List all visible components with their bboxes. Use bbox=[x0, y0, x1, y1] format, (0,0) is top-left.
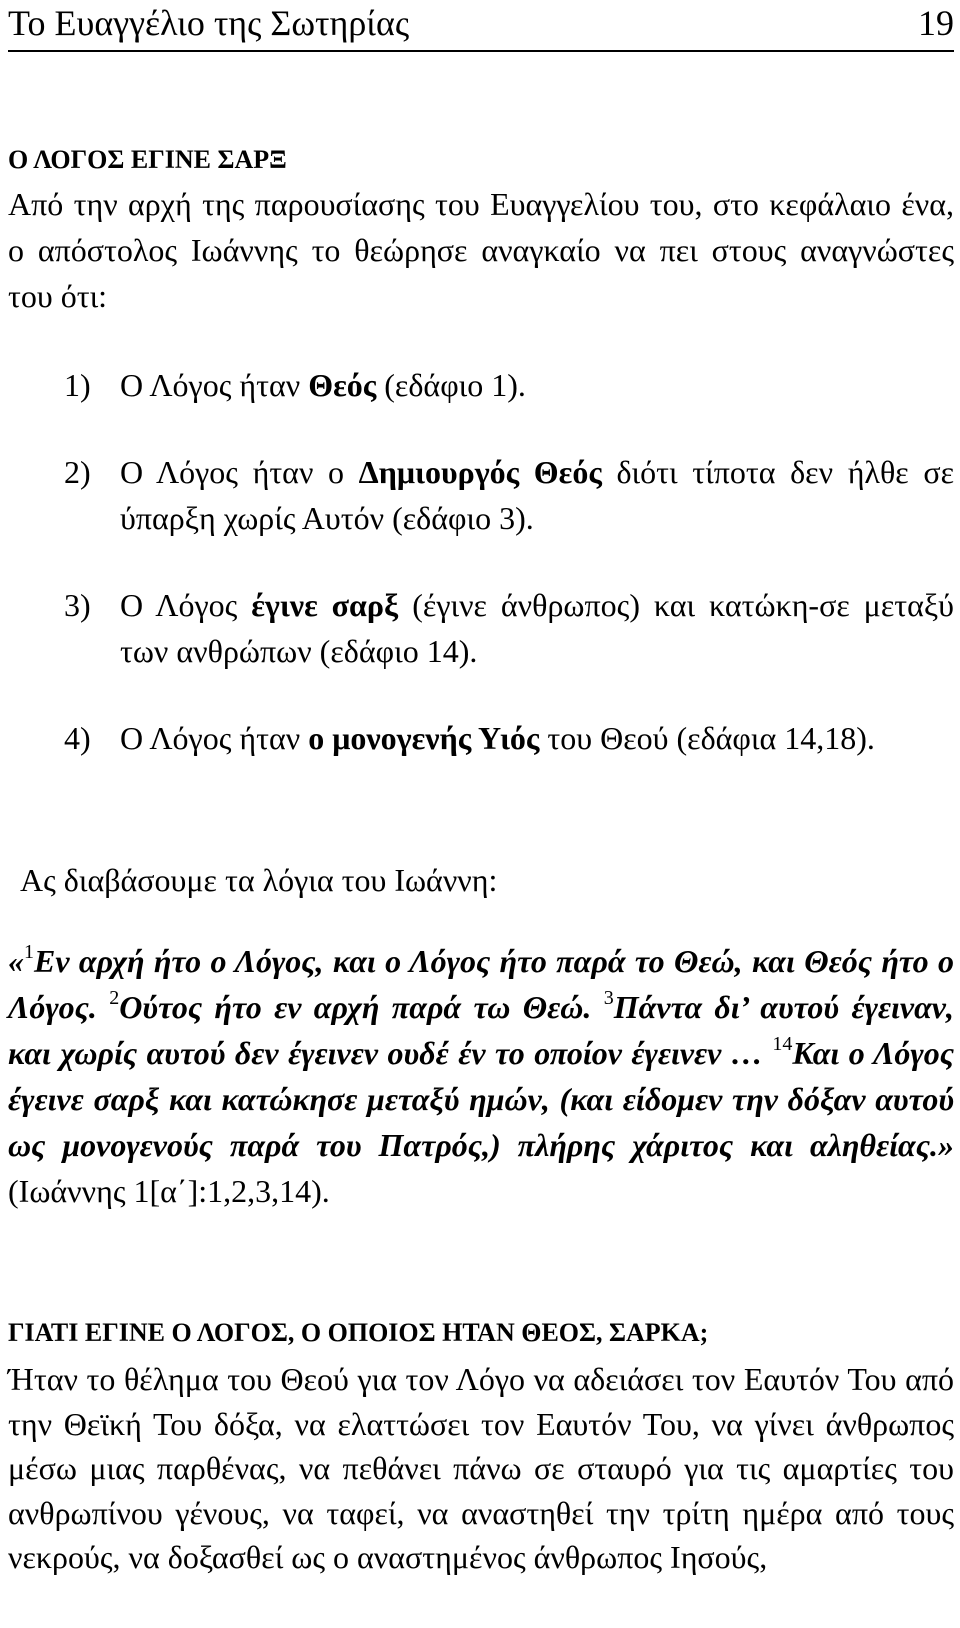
section-heading-logos: Ο ΛΟΓΟΣ ΕΓΙΝΕ ΣΑΡΞ bbox=[8, 145, 287, 174]
verse-number: 2 bbox=[109, 987, 120, 1009]
numbered-list bbox=[8, 362, 954, 761]
intro-paragraph: Από την αρχή της παρουσίασης του Ευαγγελίου του, στο κεφάλαιο ένα, ο απόστολος Ιωάννης το θεώρησε αναγκαίο να πει στους αναγνώστες του ότι: bbox=[8, 186, 954, 314]
list-item-text: διότι τίποτα δεν ήλθε σε ύπαρξη χωρίς Αυτόν (εδάφιο 3). bbox=[120, 454, 955, 536]
list-item-bold: Θεός bbox=[308, 367, 377, 403]
verse-text: Και ο Λόγος έγεινε σαρξ και κατώκησε μεταξύ ημών, (και είδομεν την δόξαν αυτού ως μονογενούς παρά του Πατρός,) πλήρης χάριτος και αληθείας.» bbox=[8, 1035, 954, 1163]
list-item-text: (έγινε άνθρωπος) και κατώκη-σε μεταξύ των ανθρώπων (εδάφιο 14). bbox=[120, 587, 955, 669]
list-item-bold: ο μονογενής Υιός bbox=[308, 720, 540, 756]
section-heading-why: ΓΙΑΤΙ ΕΓΙΝΕ Ο ΛΟΓΟΣ, Ο ΟΠΟΙΟΣ ΗΤΑΝ ΘΕΟΣ, ΣΑΡΚΑ; bbox=[8, 1318, 709, 1347]
list-item bbox=[8, 362, 954, 408]
verse-text: Πάντα δι’ αυτού έγειναν, και χωρίς αυτού δεν έγεινεν ουδέ έν το οποίον έγεινεν … bbox=[8, 989, 955, 1071]
read-prompt: Ας διαβάσουμε τα λόγια του Ιωάννη: bbox=[20, 862, 498, 898]
page-number: 19 bbox=[918, 3, 954, 43]
list-item-text: του Θεού (εδάφια 14,18). bbox=[539, 720, 875, 756]
list-item-bold: Δημιουργός Θεός bbox=[358, 454, 602, 490]
verse-number: 14 bbox=[772, 1033, 793, 1055]
header-rule bbox=[8, 50, 954, 52]
scripture-reference: (Ιωάννης 1[α΄]:1,2,3,14). bbox=[8, 1173, 330, 1209]
list-item-text: Ο Λόγος bbox=[120, 587, 252, 623]
list-item bbox=[8, 715, 954, 761]
list-item bbox=[8, 449, 954, 541]
list-item-number: 1) bbox=[64, 367, 91, 403]
list-item-text: Ο Λόγος ήταν bbox=[120, 720, 309, 756]
list-item-text: Ο Λόγος ήταν ο bbox=[120, 454, 359, 490]
list-item-number: 4) bbox=[64, 720, 91, 756]
verse-number: 3 bbox=[603, 987, 614, 1009]
body-paragraph: Ήταν το θέλημα του Θεού για τον Λόγο να αδειάσει τον Εαυτόν Του από την Θεϊκή Του δόξα, να ελαττώσει τον Εαυτόν Του, να γίνει άνθρωπος μέσω μιας παρθένας, να πεθάνει πάνω σε σταυρό για τις αμαρτίες του ανθρωπίνου γένους, να ταφεί, να αναστηθεί την τρίτη ημέρα από τους νεκρούς, να δοξασθεί ως ο αναστημένος άνθρωπος Ιησούς, bbox=[8, 1361, 954, 1575]
running-header bbox=[8, 0, 954, 46]
scripture-quote bbox=[8, 938, 954, 1214]
list-item-number: 2) bbox=[64, 454, 91, 490]
verse-text: Ούτος ήτο εν αρχή παρά τω Θεώ. bbox=[119, 989, 604, 1025]
list-item-text: (εδάφιο 1). bbox=[376, 367, 526, 403]
list-item-text: Ο Λόγος ήταν bbox=[120, 367, 309, 403]
list-item-bold: έγινε σαρξ bbox=[251, 587, 399, 623]
running-title: Το Ευαγγέλιο της Σωτηρίας bbox=[8, 3, 410, 43]
list-item bbox=[8, 582, 954, 674]
list-item-number: 3) bbox=[64, 587, 91, 623]
verse-number: 1 bbox=[24, 941, 34, 963]
quote-open-mark: « bbox=[8, 943, 24, 979]
verse-text: Εν αρχή ήτο ο Λόγος, και ο Λόγος ήτο παρά το Θεώ, και Θεός ήτο ο Λόγος. bbox=[8, 943, 954, 1025]
